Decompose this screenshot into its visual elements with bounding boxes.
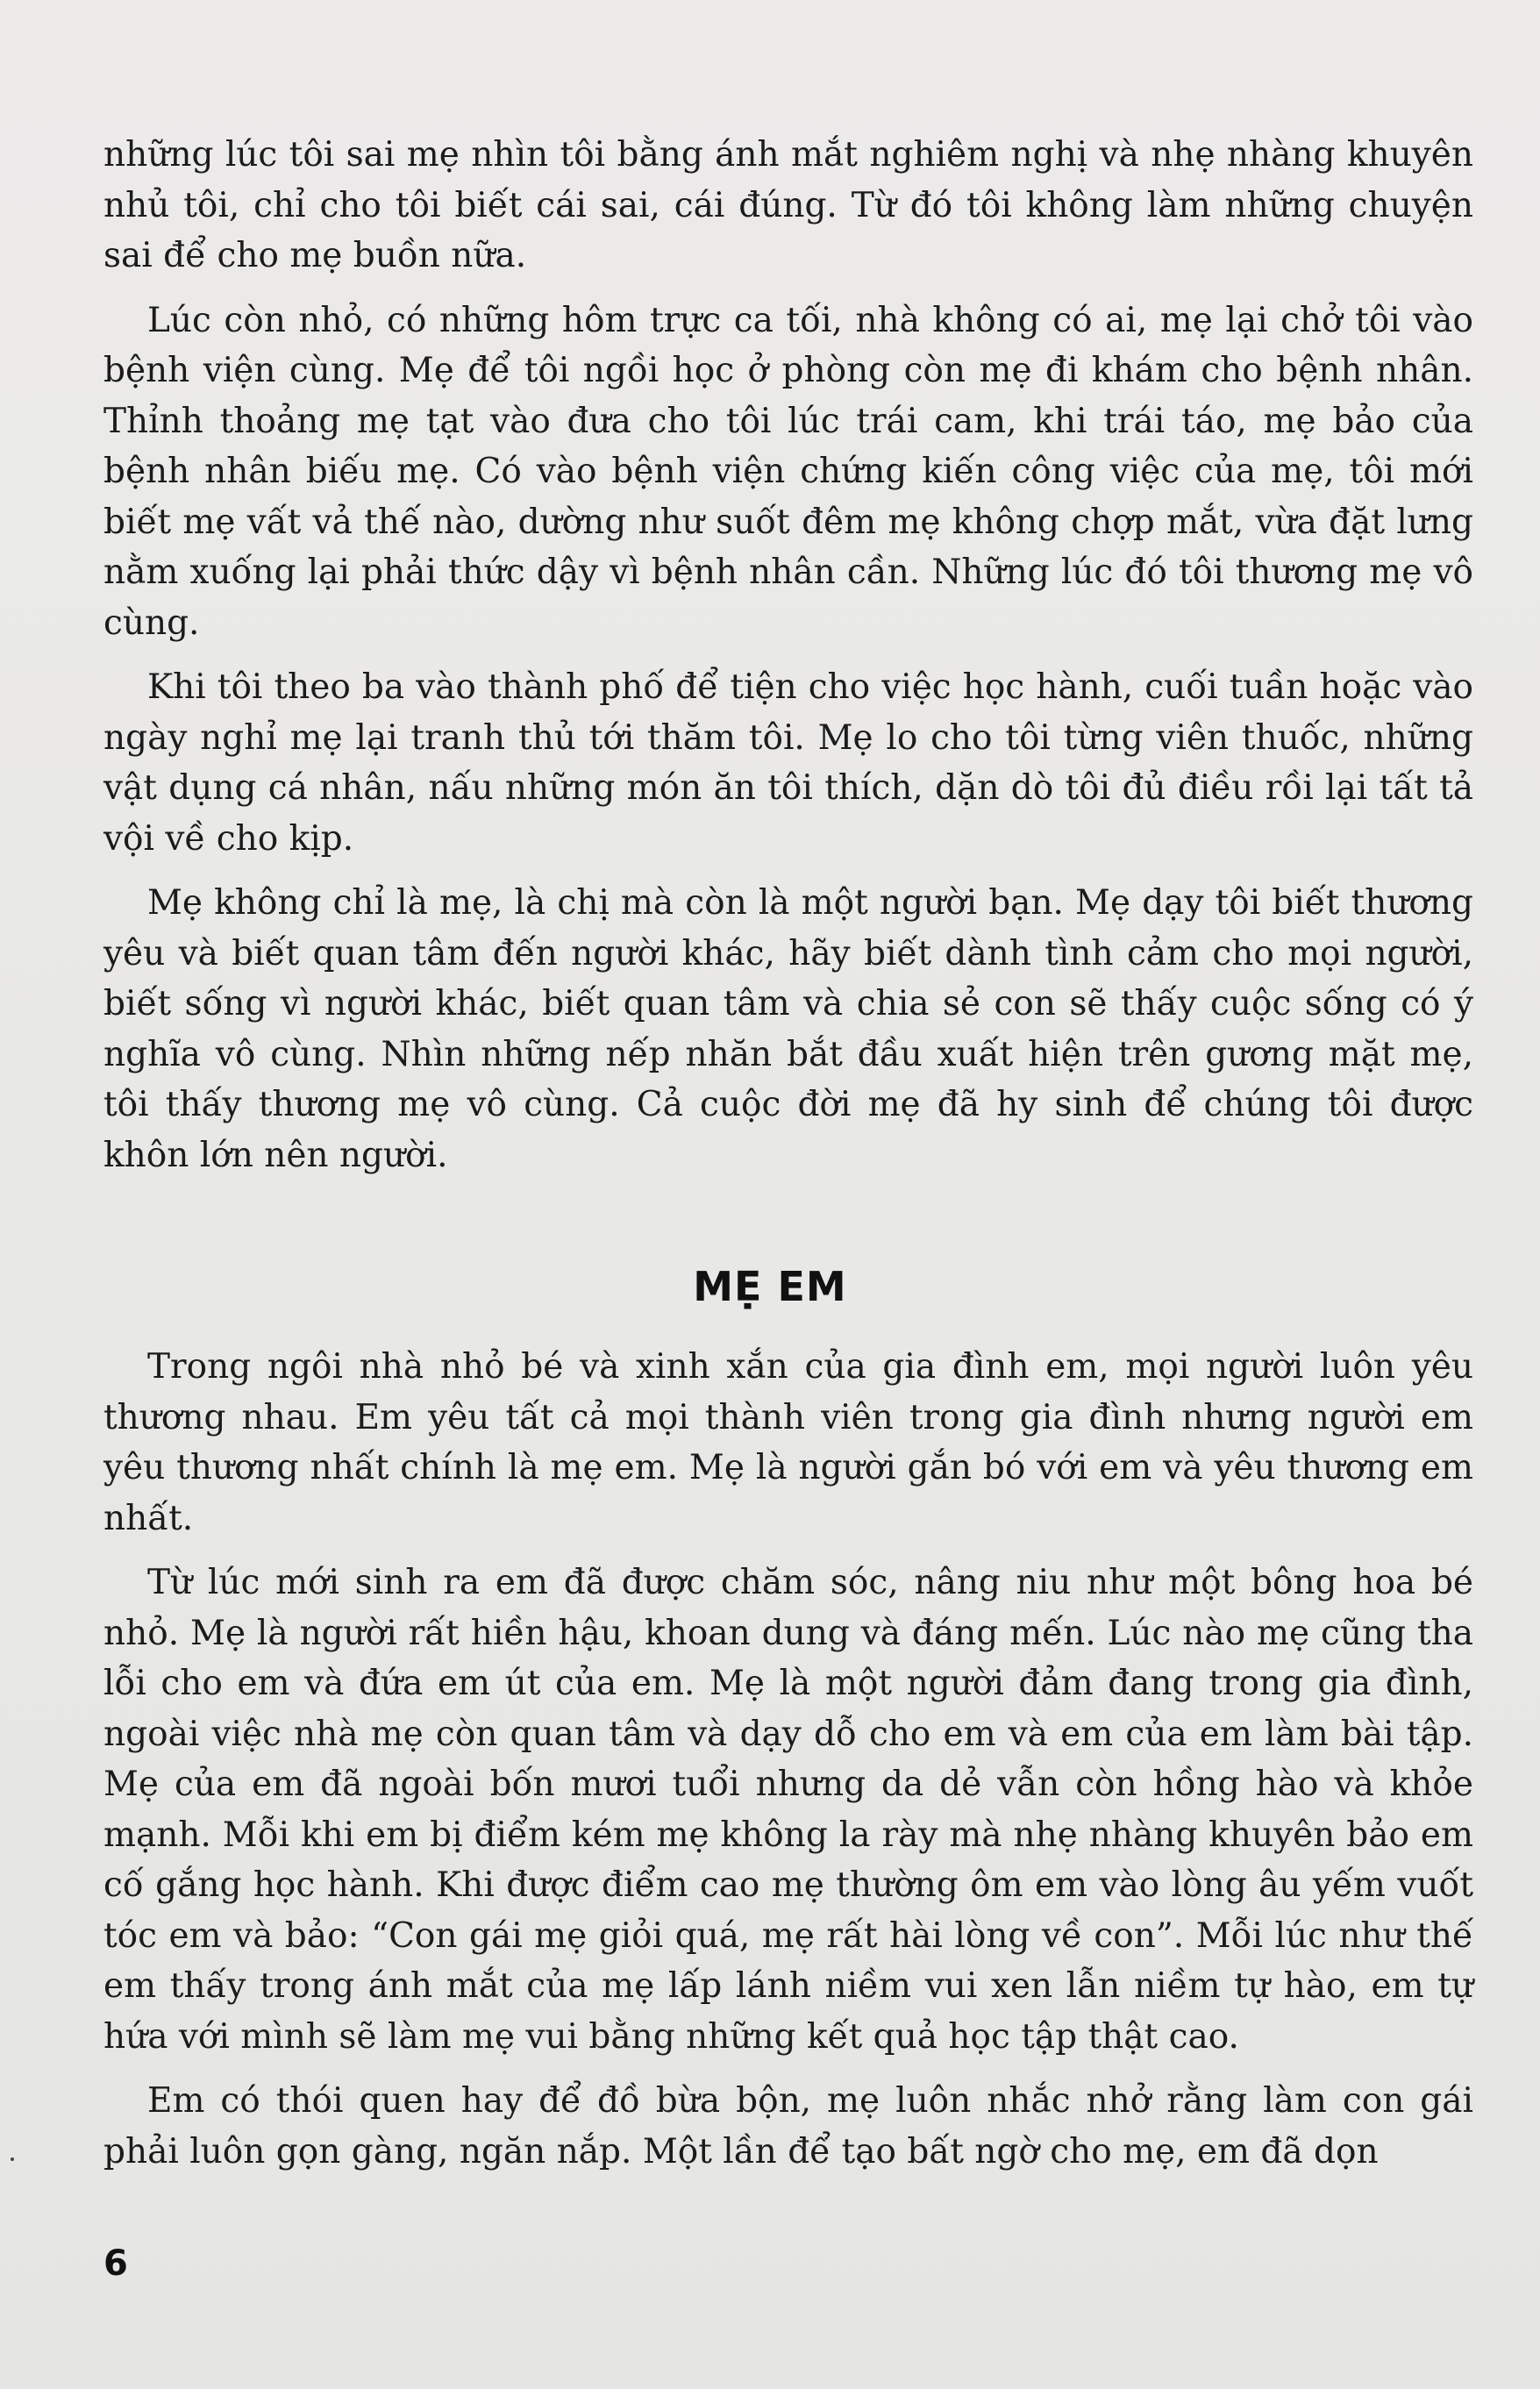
essay-body (103, 1342, 1473, 2191)
paragraph: những lúc tôi sai mẹ nhìn tôi bằng ánh mắt nghiêm nghị và nhẹ nhàng khuyên nhủ tôi, chỉ cho tôi biết cái sai, cái đúng. Từ đó tôi không làm những chuyện sai để cho mẹ buồn nữa. (103, 135, 1473, 275)
essay-title: MẸ EM (693, 1263, 847, 1310)
page-number: 6 (103, 2243, 128, 2284)
paragraph: Khi tôi theo ba vào thành phố để tiện cho việc học hành, cuối tuần hoặc vào ngày nghỉ mẹ lại tranh thủ tới thăm tôi. Mẹ lo cho tôi từng viên thuốc, những vật dụng cá nhân, nấu những món ăn tôi thích, dặn dò tôi đủ điều rồi lại tất tả vội về cho kịp. (103, 667, 1473, 859)
previous-essay-continuation (103, 130, 1473, 1194)
paragraph: Lúc còn nhỏ, có những hôm trực ca tối, nhà không có ai, mẹ lại chở tôi vào bệnh viện cùng. Mẹ để tôi ngồi học ở phòng còn mẹ đi khám cho bệnh nhân. Thỉnh thoảng mẹ tạt vào đưa cho tôi lúc trái cam, khi trái táo, mẹ bảo của bệnh nhân biếu mẹ. Có vào bệnh viện chứng kiến công việc của mẹ, tôi mới biết mẹ vất vả thế nào, dường như suốt đêm mẹ không chợp mắt, vừa đặt lưng nằm xuống lại phải thức dậy vì bệnh nhân cần. Những lúc đó tôi thương mẹ vô cùng. (103, 300, 1473, 643)
paragraph: Trong ngôi nhà nhỏ bé và xinh xắn của gia đình em, mọi người luôn yêu thương nhau. Em yêu tất cả mọi thành viên trong gia đình nhưng người em yêu thương nhất chính là mẹ em. Mẹ là người gắn bó với em và yêu thương em nhất. (103, 1347, 1473, 1538)
paragraph: Mẹ không chỉ là mẹ, là chị mà còn là một người bạn. Mẹ dạy tôi biết thương yêu và biết quan tâm đến người khác, hãy biết dành tình cảm cho mọi người, biết sống vì người khác, biết quan tâm và chia sẻ con sẽ thấy cuộc sống có ý nghĩa vô cùng. Nhìn những nếp nhăn bắt đầu xuất hiện trên gương mặt mẹ, tôi thấy thương mẹ vô cùng. Cả cuộc đời mẹ đã hy sinh để chúng tôi được khôn lớn nên người. (103, 883, 1473, 1175)
paragraph: Từ lúc mới sinh ra em đã được chăm sóc, nâng niu như một bông hoa bé nhỏ. Mẹ là người rất hiền hậu, khoan dung và đáng mến. Lúc nào mẹ cũng tha lỗi cho em và đứa em út của em. Mẹ là một người đảm đang trong gia đình, ngoài việc nhà mẹ còn quan tâm và dạy dỗ cho em và em của em làm bài tập. Mẹ của em đã ngoài bốn mươi tuổi nhưng da dẻ vẫn còn hồng hào và khỏe mạnh. Mỗi khi em bị điểm kém mẹ không la rày mà nhẹ nhàng khuyên bảo em cố gắng học hành. Khi được điểm cao mẹ thường ôm em vào lòng âu yếm vuốt tóc em và bảo: “Con gái mẹ giỏi quá, mẹ rất hài lòng về con”. Mỗi lúc như thế em thấy trong ánh mắt của mẹ lấp lánh niềm vui xen lẫn niềm tự hào, em tự hứa với mình sẽ làm mẹ vui bằng những kết quả học tập thật cao. (103, 1563, 1473, 2057)
paragraph: Em có thói quen hay để đồ bừa bộn, mẹ luôn nhắc nhở rằng làm con gái phải luôn gọn gàng, ngăn nắp. Một lần để tạo bất ngờ cho mẹ, em đã dọn (103, 2081, 1473, 2171)
print-speck (11, 2157, 14, 2161)
